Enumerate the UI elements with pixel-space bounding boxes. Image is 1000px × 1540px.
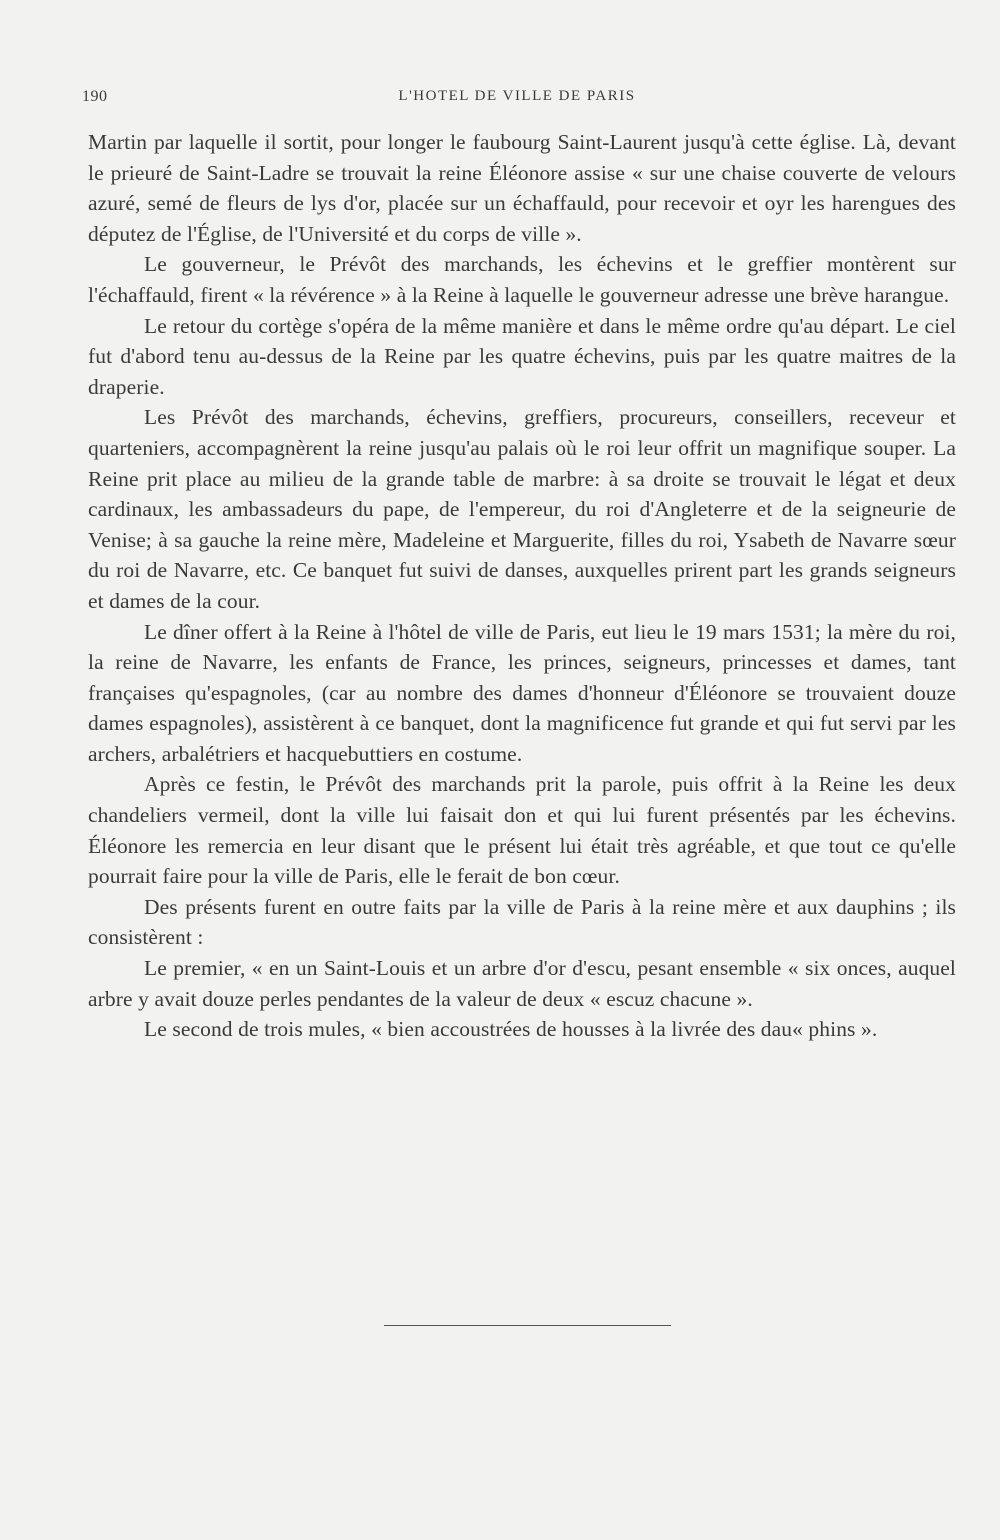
paragraph: Le dîner offert à la Reine à l'hôtel de ville de Paris, eut lieu le 19 mars 1531; la mère du roi, la reine de Navarre, les enfants de France, les princes, seigneurs, princesses et dames, tant françaises qu'espagnoles, (car au nombre des dames d'honneur d'Éléonore se trouvaient douze dames espagnoles), assistèrent à ce banquet, dont la magnificence fut grande et qui fut servi par les archers, arbalétriers et hacquebuttiers en costume. [88, 619, 956, 766]
body-text [88, 127, 956, 1045]
paragraph: Les Prévôt des marchands, échevins, greffiers, procureurs, conseillers, receveur et quarteniers, accompagnèrent la reine jusqu'au palais où le roi leur offrit un magnifique souper. La Reine prit place au milieu de la grande table de marbre: à sa droite se trouvait le légat et deux cardinaux, les ambassadeurs du pape, de l'empereur, du roi d'Angleterre et de la seigneurie de Venise; à sa gauche la reine mère, Madeleine et Marguerite, filles du roi, Ysabeth de Navarre sœur du roi de Navarre, etc. Ce banquet fut suivi de danses, auxquelles prirent part les grands seigneurs et dames de la cour. [88, 405, 956, 613]
running-head [82, 88, 952, 112]
paragraph: Le retour du cortège s'opéra de la même manière et dans le même ordre qu'au départ. Le ciel fut d'abord tenu au-dessus de la Reine par les quatre échevins, puis par les quatre maitres de la draperie. [88, 313, 956, 399]
section-end-rule [384, 1325, 671, 1326]
paragraph: Martin par laquelle il sortit, pour longer le faubourg Saint-Laurent jusqu'à cette église. Là, devant le prieuré de Saint-Ladre se trouvait la reine Éléonore assise « sur une chaise couverte de velours azuré, semé de fleurs de lys d'or, placée sur un échaffauld, pour recevoir et oyr les harengues des députez de l'Église, de l'Université et du corps de ville ». [88, 130, 956, 246]
paragraph: Après ce festin, le Prévôt des marchands prit la parole, puis offrit à la Reine les deux chandeliers vermeil, dont la ville lui faisait don et qui lui furent présentés par les échevins. Éléonore les remercia en leur disant que le présent lui était très agréable, et que tout ce qu'elle pourrait faire pour la ville de Paris, elle le ferait de bon cœur. [88, 772, 956, 889]
paragraph: Le second de trois mules, « bien accoustrées de housses à la livrée des dau« phins ». [144, 1017, 878, 1042]
paragraph: Des présents furent en outre faits par la ville de Paris à la reine mère et aux dauphins ; ils consistèrent : [88, 894, 956, 950]
paragraph: Le gouverneur, le Prévôt des marchands, les échevins et le greffier montèrent sur l'échaffauld, firent « la révérence » à la Reine à laquelle le gouverneur adresse une brève harangue. [88, 252, 956, 307]
running-title: L'HOTEL DE VILLE DE PARIS [398, 88, 636, 104]
page-number: 190 [82, 88, 108, 105]
paragraph: Le premier, « en un Saint-Louis et un arbre d'or d'escu, pesant ensemble « six onces, auquel arbre y avait douze perles pendantes de la valeur de deux « escuz chacune ». [88, 956, 956, 1011]
